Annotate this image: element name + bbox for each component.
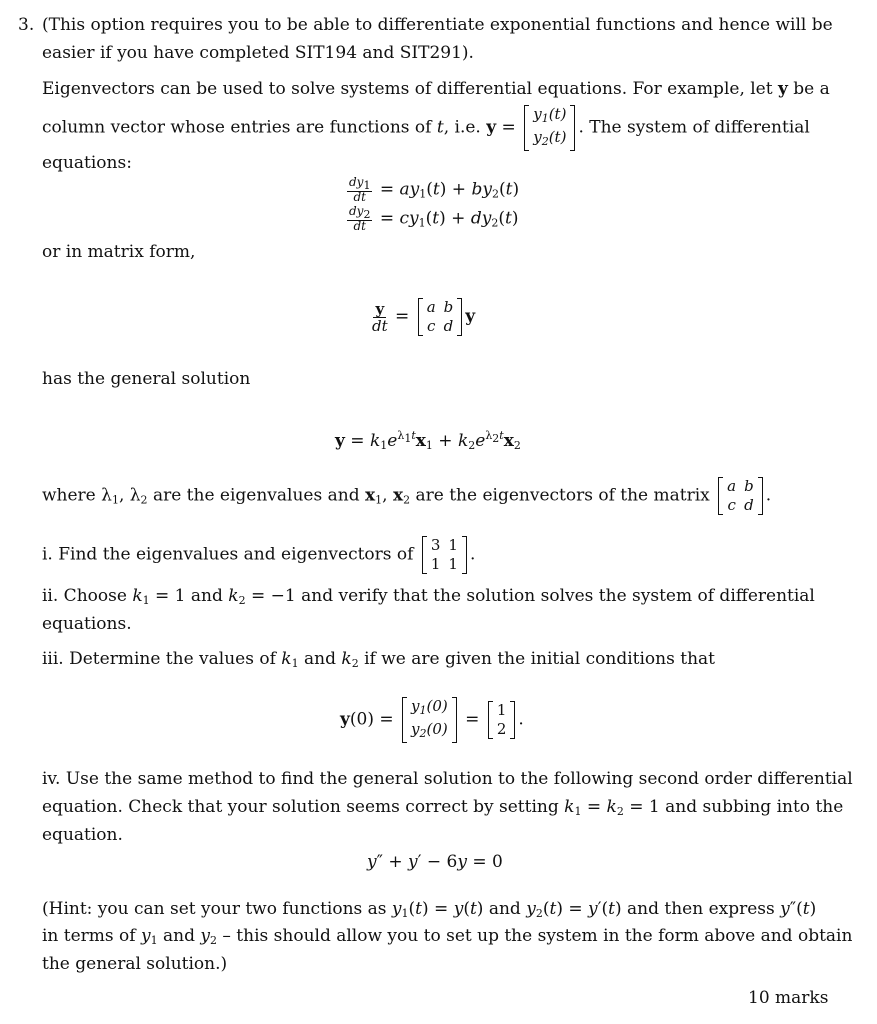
paragraph-line-1: Eigenvectors can be used to solve systems of differential equations. For example, let y be a [42,79,830,99]
hint-line-1: (Hint: you can set your two functions as $y_1(t) = y(t)$ and $y_2(t) = y'(t)$ and then express y″(t) [42,899,817,920]
hint-line-3: the general solution.) [42,954,228,974]
intro-line-2: easier if you have completed SIT194 and SIT291). [42,43,474,63]
part-iv-line-2: equation. Check that your solution seems correct by setting $k_1 = k_2 = 1$ and subbing into the [42,797,844,818]
part-iii: iii. Determine the values of $k_1$ and $k_2$ if we are given the initial conditions that [42,649,715,670]
intro-line-1: (This option requires you to be able to differentiate exponential functions and hence will be [42,15,833,35]
part-iv-line-3: equation. [42,825,123,845]
question-number: 3. [18,15,35,35]
marks-label: 10 marks [748,988,829,1008]
where-line: where $\lambda_1$, $\lambda_2$ are the eigenvalues and $x_1$, $x_2$ are the eigenvectors of the matrix a b c d . [42,477,772,514]
matrix-form-equation: $\frac{y}{dt}$ = a b c d y [372,298,476,335]
part-ii-line-2: equations. [42,614,132,634]
part-i: i. Find the eigenvalues and eigenvectors of 3 1 1 1 . [42,536,476,573]
initial-conditions: y(0) = $y_1(0)$ $y_2(0)$ = 1 2 . [340,697,524,743]
eigen-matrix: 3 1 1 1 [422,536,467,574]
ode-system: $\frac{dy_1}{dt}$ = $ay_1(t) + by_2(t)$ $\frac{dy_2}{dt}$ = $cy_1(t) + dy_2(t)$ [349,175,520,233]
paragraph-line-2: column vector whose entries are functions of t, i.e. y = $y_1(t)$ $y_2(t)$ . The system of differential [42,105,810,151]
matrix-form-label: or in matrix form, [42,242,196,262]
y-column-vector: $y_1(t)$ $y_2(t)$ [524,105,575,151]
hint-line-2: in terms of $y_1$ and $y_2$ – this should allow you to set up the system in the form above and obtain [42,926,853,947]
part-ii-line-1: ii. Choose $k_1 = 1$ and $k_2 = -1$ and verify that the solution solves the system of differential [42,586,815,607]
paragraph-line-3: equations: [42,153,132,173]
part-iv-line-1: iv. Use the same method to find the general solution to the following second order differential [42,769,853,789]
general-solution-label: has the general solution [42,369,251,389]
general-solution-equation: $y = k_1e^{\lambda_1t}x_1 + k_2e^{\lambda_2t}x_2$ [335,429,521,452]
second-order-ode: y″ + y′ − 6y = 0 [367,852,503,872]
